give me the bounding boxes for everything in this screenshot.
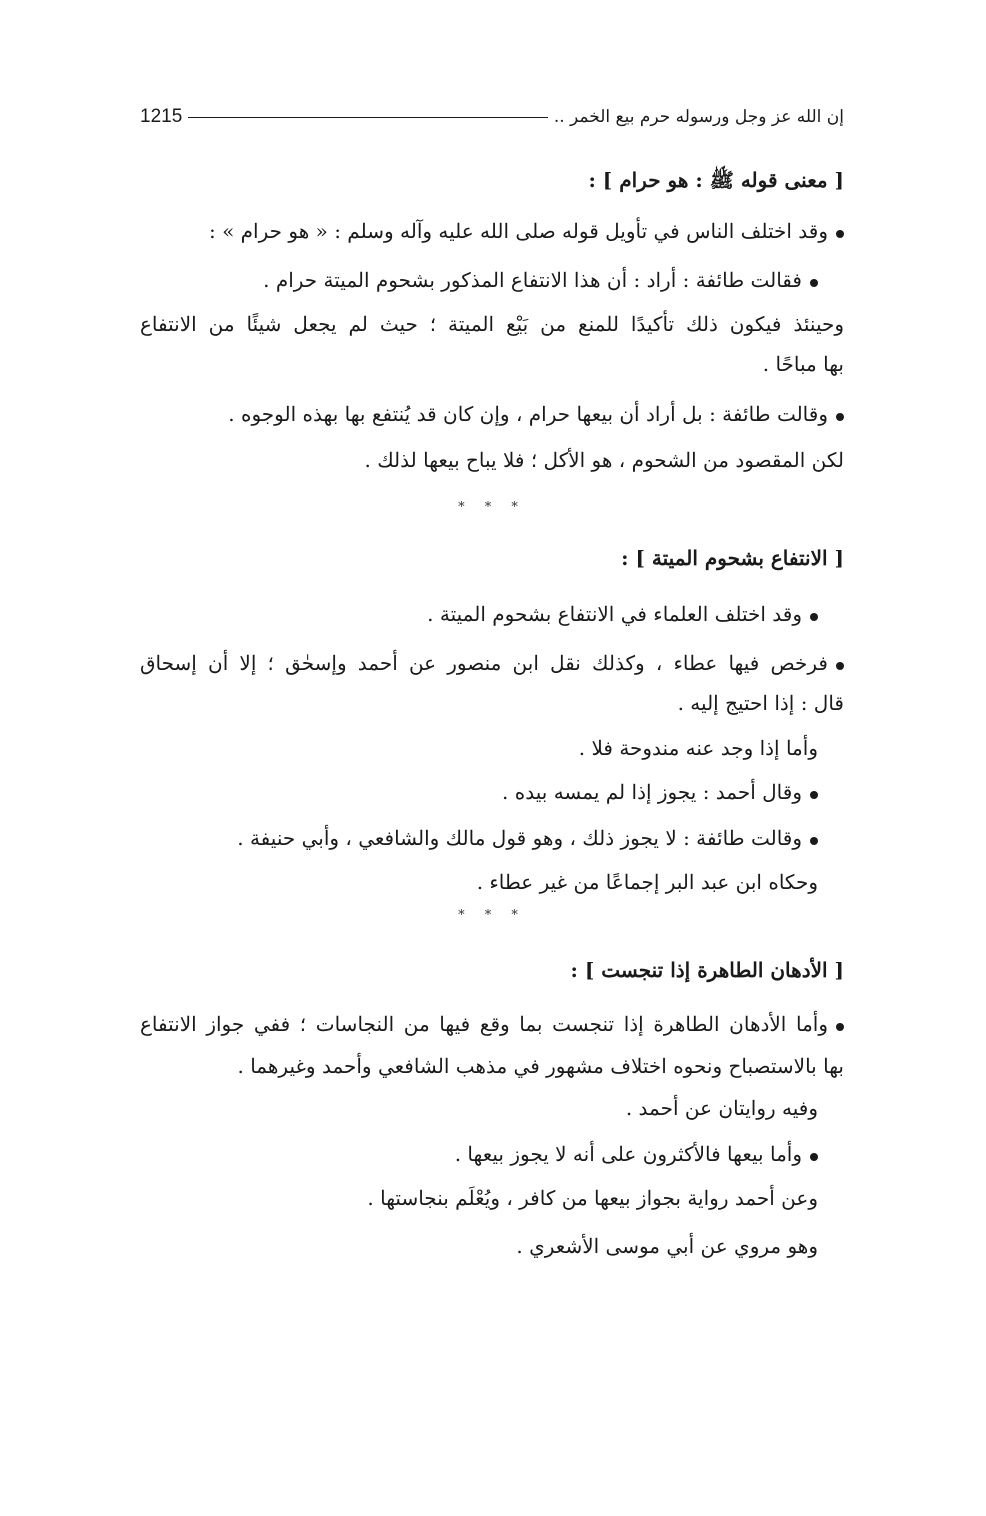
header-rule	[188, 117, 548, 118]
paragraph-line: بها مباحًا .	[762, 352, 844, 376]
paragraph-line	[140, 1136, 818, 1172]
paragraph-line: وأما إذا وجد عنه مندوحة فلا .	[578, 736, 818, 760]
paragraph-line: وفيه روايتان عن أحمد .	[625, 1096, 818, 1120]
bullet-icon	[836, 413, 844, 421]
section-heading: [ الانتفاع بشحوم الميتة ] :	[621, 546, 844, 570]
bullet-icon	[810, 613, 818, 621]
line-text: وقد اختلف العلماء في الانتفاع بشحوم الميتة .	[427, 602, 802, 626]
paragraph-line	[140, 262, 818, 298]
bullet-icon	[836, 230, 844, 238]
line-text: وقال أحمد : يجوز إذا لم يمسه بيده .	[502, 780, 802, 804]
section-separator: * * *	[458, 500, 526, 515]
line-text: وأما الأدهان الطاهرة إذا تنجست بما وقع فيها من النجاسات ؛ ففي جواز الانتفاع	[140, 1012, 828, 1036]
line-text: وقالت طائفة : بل أراد أن بيعها حرام ، وإن كان قد يُنتفع بها بهذه الوجوه .	[228, 402, 828, 426]
bullet-icon	[836, 1023, 844, 1031]
paragraph-line: وحينئذ فيكون ذلك تأكيدًا للمنع من بَيْع الميتة ؛ حيث لم يجعل شيئًا من الانتفاع	[140, 312, 844, 336]
line-text: وقالت طائفة : لا يجوز ذلك ، وهو قول مالك والشافعي ، وأبي حنيفة .	[237, 826, 802, 850]
paragraph-line	[140, 596, 818, 632]
page-number: 1215	[140, 106, 183, 127]
section-separator: * * *	[458, 908, 526, 923]
paragraph-line: وعن أحمد رواية بجواز بيعها من كافر ، ويُعْلَم بنجاستها .	[367, 1186, 818, 1210]
paragraph-line: بها بالاستصباح ونحوه اختلاف مشهور في مذهب الشافعي وأحمد وغيرهما .	[237, 1054, 844, 1078]
running-header	[140, 100, 844, 134]
line-text: فقالت طائفة : أراد : أن هذا الانتفاع المذكور بشحوم الميتة حرام .	[263, 268, 802, 292]
line-text: وقد اختلف الناس في تأويل قوله صلى الله عليه وآله وسلم : « هو حرام » :	[208, 219, 828, 243]
paragraph-line	[140, 1006, 844, 1042]
paragraph-line	[140, 396, 844, 432]
bullet-icon	[810, 837, 818, 845]
paragraph-line	[140, 645, 844, 681]
document-page	[140, 0, 844, 1516]
bullet-icon	[810, 1153, 818, 1161]
paragraph-line	[140, 820, 818, 856]
bullet-icon	[810, 279, 818, 287]
line-text: فرخص فيها عطاء ، وكذلك نقل ابن منصور عن أحمد وإسحٰق ؛ إلا أن إسحاق	[140, 651, 828, 675]
section-heading: [ الأدهان الطاهرة إذا تنجست ] :	[570, 958, 844, 982]
bullet-icon	[836, 662, 844, 670]
paragraph-line	[140, 774, 818, 810]
paragraph-line: وهو مروي عن أبي موسى الأشعري .	[516, 1234, 818, 1258]
paragraph-line: لكن المقصود من الشحوم ، هو الأكل ؛ فلا يباح بيعها لذلك .	[364, 448, 844, 472]
paragraph-line: قال : إذا احتيج إليه .	[677, 691, 844, 715]
paragraph-line: وحكاه ابن عبد البر إجماعًا من غير عطاء .	[476, 870, 818, 894]
running-title: إن الله عز وجل ورسوله حرم بيع الخمر ..	[553, 107, 844, 127]
paragraph-line	[140, 213, 844, 249]
section-heading: [ معنى قوله ﷺ : هو حرام ] :	[588, 168, 844, 192]
bullet-icon	[810, 791, 818, 799]
line-text: وأما بيعها فالأكثرون على أنه لا يجوز بيعها .	[454, 1142, 802, 1166]
